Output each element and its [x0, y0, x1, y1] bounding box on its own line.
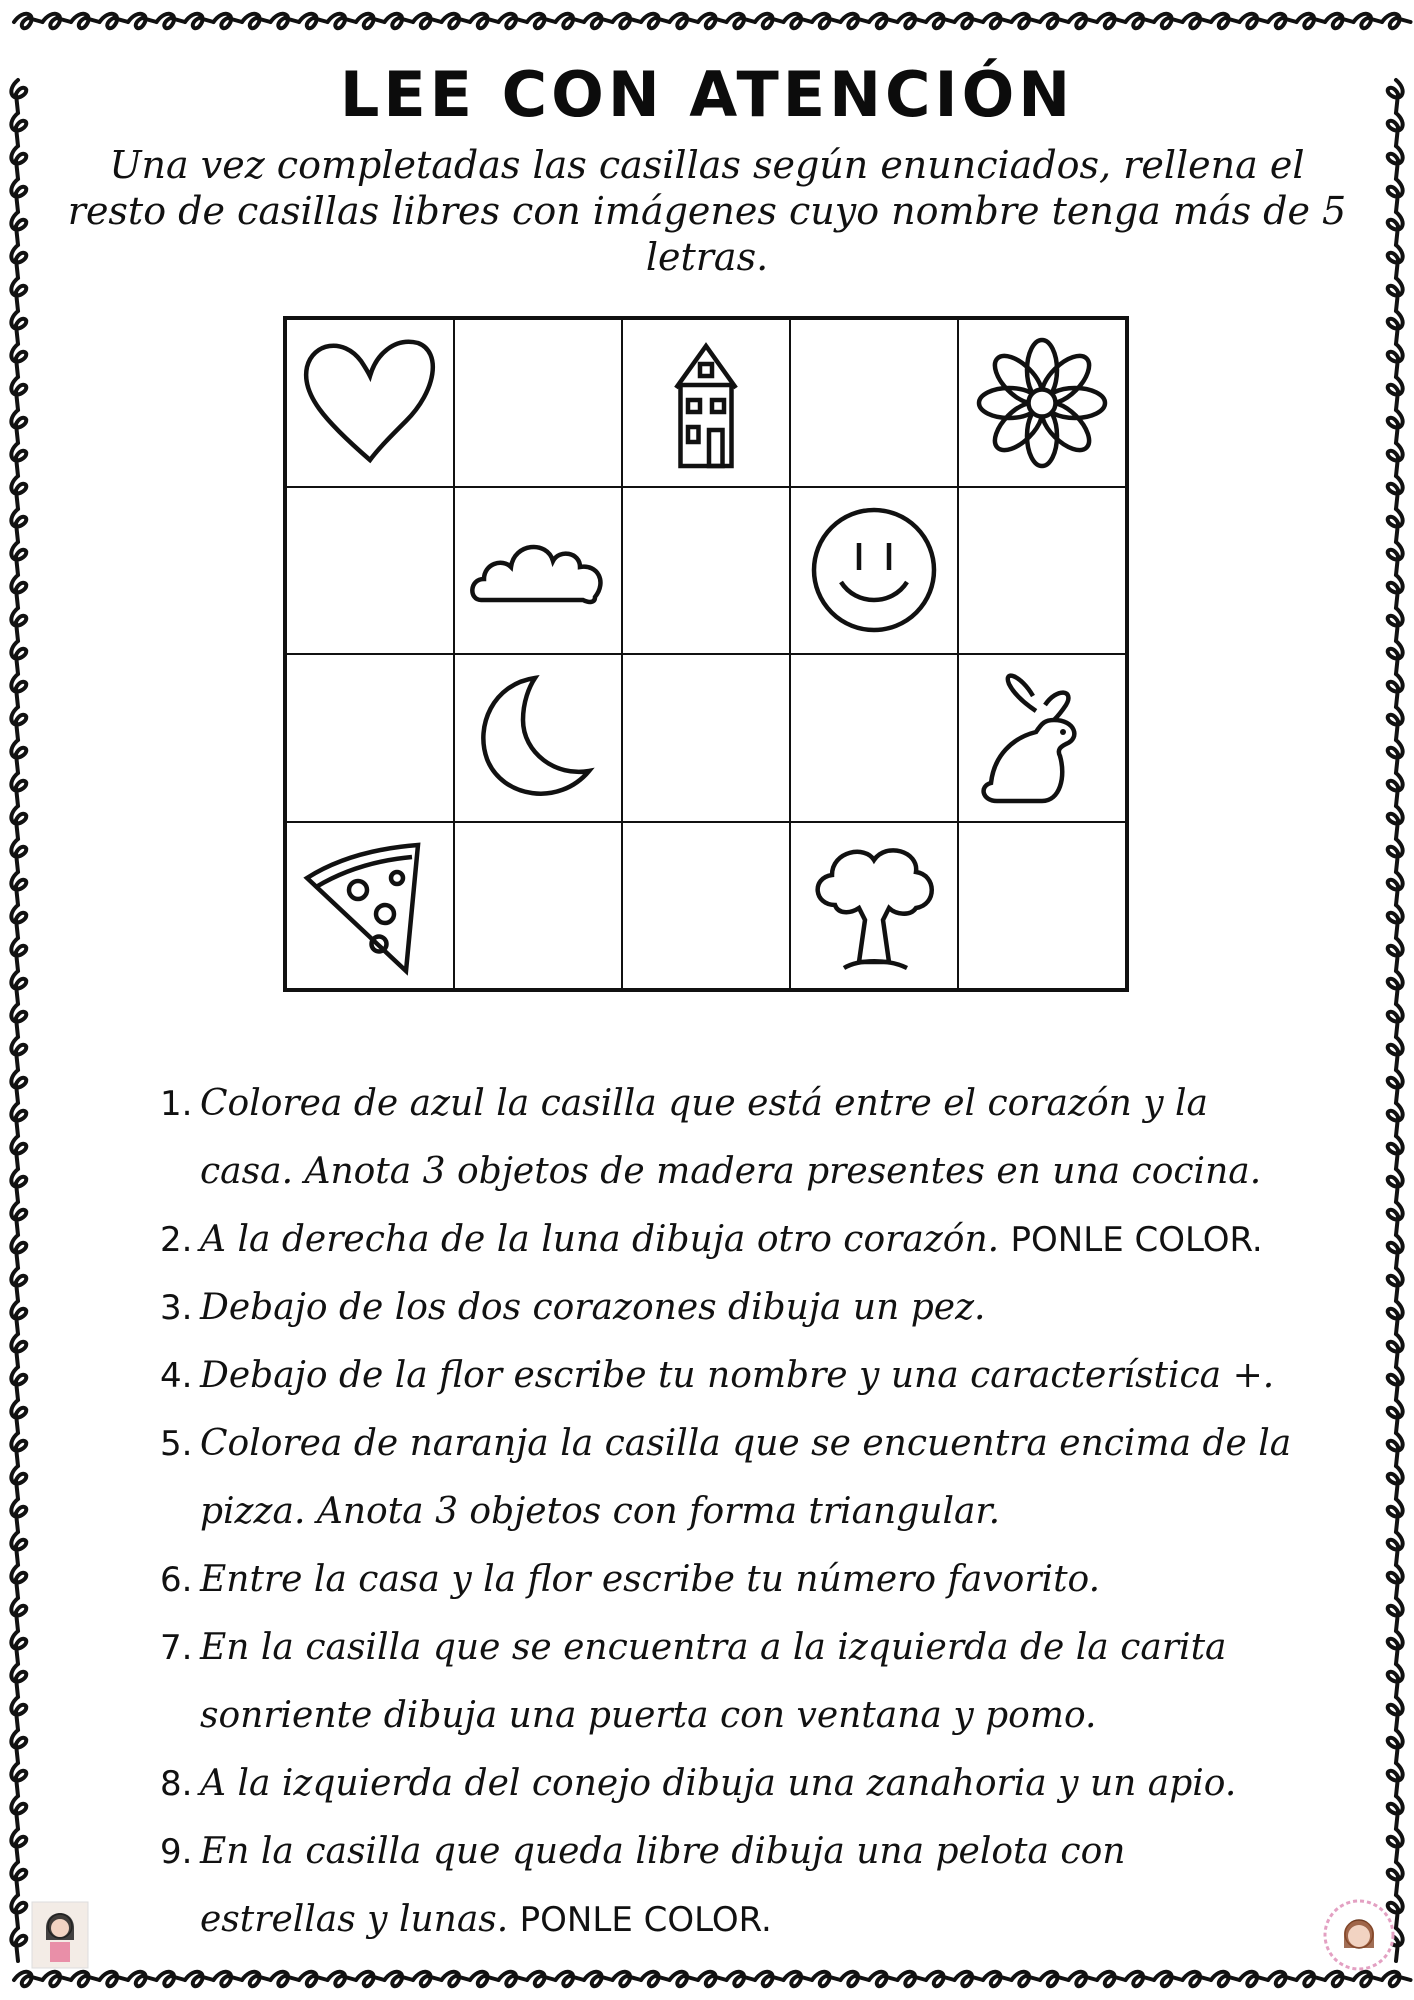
grid-cell-4-3 [622, 822, 790, 990]
cloud-icon [463, 495, 613, 645]
list-item: 2. A la derecha de la luna dibuja otro corazón. PONLE COLOR. [160, 1219, 1263, 1260]
house-icon [631, 328, 781, 478]
list-item: 3. Debajo de los dos corazones dibuja un pez. [160, 1287, 986, 1328]
grid-cell-4-2 [454, 822, 622, 990]
list-item: 9. En la casilla que queda libre dibuja una pelota con [160, 1831, 1126, 1872]
grid-cell-3-5 [958, 654, 1126, 822]
list-item: 1. Colorea de azul la casilla que está entre el corazón y la [160, 1083, 1208, 1124]
grid-cell-3-2 [454, 654, 622, 822]
author-stamp-right [1322, 1898, 1396, 1972]
grid-cell-2-2 [454, 487, 622, 655]
intro-paragraph: Una vez completadas las casillas según enunciados, rellena el resto de casillas libres con imágenes cuyo nombre tenga más de 5 letras. [67, 143, 1347, 279]
grid-cell-4-5 [958, 822, 1126, 990]
grid-cell-2-5 [958, 487, 1126, 655]
grid-cell-2-4 [790, 487, 958, 655]
author-avatar-left [30, 1900, 90, 1970]
list-item: 5. Colorea de naranja la casilla que se encuentra encima de la [160, 1423, 1292, 1464]
smiley-icon [799, 495, 949, 645]
page-title: LEE CON ATENCIÓN [339, 58, 1075, 131]
picture-grid [283, 316, 1129, 992]
list-item: pizza. Anota 3 objetos con forma triangular. [200, 1491, 1001, 1532]
grid-cell-2-3 [622, 487, 790, 655]
grid-cell-4-1 [286, 822, 454, 990]
grid-cell-3-3 [622, 654, 790, 822]
list-item: 4. Debajo de la flor escribe tu nombre y una característica +. [160, 1355, 1275, 1396]
grid-cell-3-1 [286, 654, 454, 822]
grid-cell-1-5 [958, 319, 1126, 487]
flower-icon [967, 328, 1117, 478]
list-item: casa. Anota 3 objetos de madera presentes en una cocina. [200, 1151, 1262, 1192]
rabbit-icon [967, 663, 1117, 813]
list-item: 7. En la casilla que se encuentra a la izquierda de la carita [160, 1627, 1227, 1668]
list-item: estrellas y lunas. PONLE COLOR. [200, 1899, 772, 1940]
moon-icon [463, 663, 613, 813]
list-item: sonriente dibuja una puerta con ventana y pomo. [200, 1695, 1097, 1736]
heart-icon [295, 328, 445, 478]
grid-cell-2-1 [286, 487, 454, 655]
grid-cell-1-1 [286, 319, 454, 487]
grid-cell-1-3 [622, 319, 790, 487]
list-item: 8. A la izquierda del conejo dibuja una zanahoria y un apio. [160, 1763, 1237, 1804]
grid-cell-1-4 [790, 319, 958, 487]
instruction-list [160, 1070, 1360, 1954]
list-item: 6. Entre la casa y la flor escribe tu número favorito. [160, 1559, 1101, 1600]
grid-cell-3-4 [790, 654, 958, 822]
grid-cell-4-4 [790, 822, 958, 990]
pizza-icon [295, 830, 445, 980]
tree-icon [799, 830, 949, 980]
grid-cell-1-2 [454, 319, 622, 487]
